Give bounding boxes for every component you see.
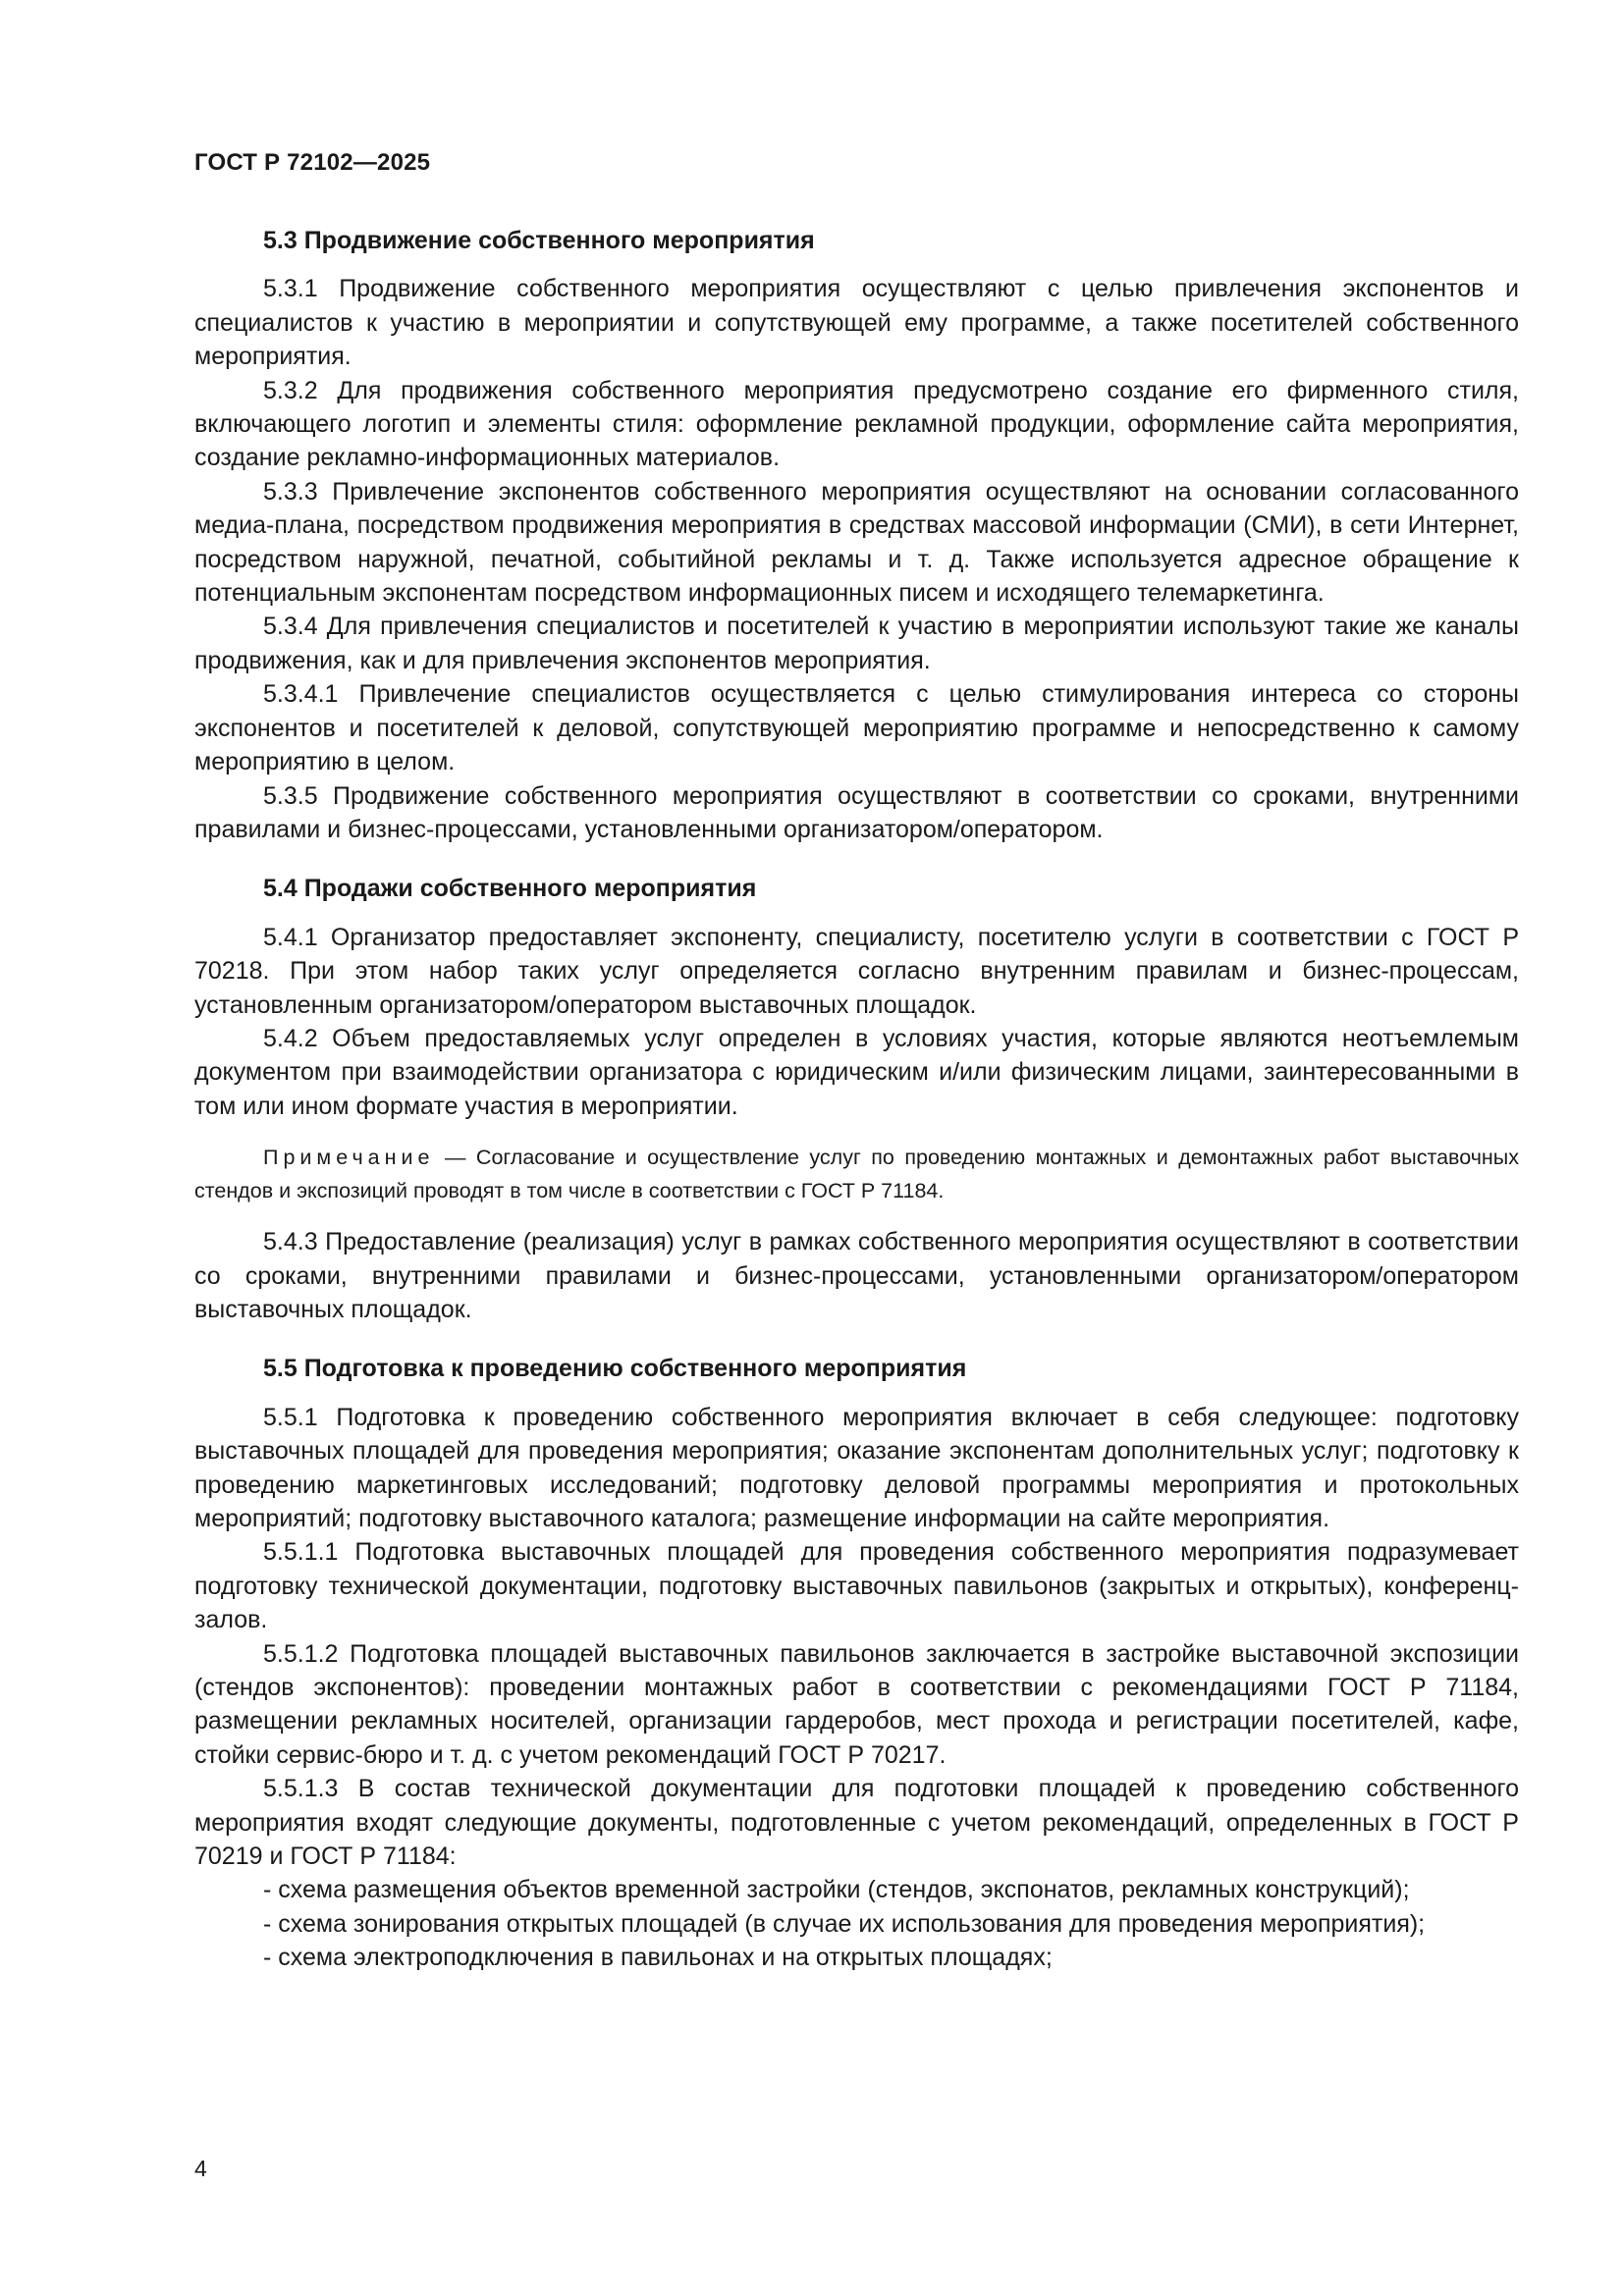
section-5-5-heading: 5.5 Подготовка к проведению собственного мероприятия xyxy=(263,1355,967,1383)
paragraph-5-3-3: 5.3.3 Привлечение экспонентов собственного мероприятия осуществляют на основании согласованного медиа-плана, посредством продвижения мероприятия в средствах массовой информации (СМИ), в сети Интернет, посредством наружной, печатной, событийной рекламы и т. д. Также используется адресное обращение к потенциальным экспонентам посредством информационных писем и исходящего телемаркетинга. xyxy=(194,477,1519,608)
paragraph-5-3-5: 5.3.5 Продвижение собственного мероприятия осуществляют в соответствии со сроками, внутренними правилами и бизнес-процессами, установленными организатором/оператором. xyxy=(194,781,1519,843)
list-item: - схема зонирования открытых площадей (в случае их использования для проведения мероприятия); xyxy=(263,1909,1426,1938)
paragraph-5-4-2: 5.4.2 Объем предоставляемых услуг определен в условиях участия, которые являются неотъемлемым документом при взаимодействии организатора с юридическим и/или физическим лицами, заинтересованными в том или ином формате участия в мероприятии. xyxy=(194,1024,1519,1120)
paragraph-5-4-3: 5.4.3 Предоставление (реализация) услуг в рамках собственного мероприятия осуществляют в соответствии со сроками, внутренними правилами и бизнес-процессами, установленными организатором/оператором выставочных площадок. xyxy=(194,1228,1519,1323)
section-5-4-heading: 5.4 Продажи собственного мероприятия xyxy=(263,875,757,903)
note xyxy=(194,1141,1519,1207)
paragraph-5-3-1: 5.3.1 Продвижение собственного мероприятия осуществляют с целью привлечения экспонентов и специалистов к участию в мероприятии и сопутствующей ему программе, а также посетителей собственного мероприятия. xyxy=(194,275,1519,371)
note-text: — Согласование и осуществление услуг по проведению монтажных и демонтажных работ выставочных стендов и экспозиций проводят в том числе в соответствии с ГОСТ Р 71184. xyxy=(194,1146,1519,1203)
paragraph-5-4-1: 5.4.1 Организатор предоставляет экспоненту, специалисту, посетителю услуги в соответствии с ГОСТ Р 70218. При этом набор таких услуг определяется согласно внутренним правилам и бизнес-процессам, установленным организатором/оператором выставочных площадок. xyxy=(194,923,1519,1019)
section-5-3-heading: 5.3 Продвижение собственного мероприятия xyxy=(263,227,815,254)
list-item: - схема размещения объектов временной застройки (стендов, экспонатов, рекламных конструкций); xyxy=(263,1876,1410,1904)
list-item: - схема электроподключения в павильонах и на открытых площадях; xyxy=(263,1944,1053,1972)
paragraph-5-5-1-1: 5.5.1.1 Подготовка выставочных площадей для проведения собственного мероприятия подразумевает подготовку технической документации, подготовку выставочных павильонов (закрытых и открытых), конференц-залов. xyxy=(194,1538,1519,1634)
paragraph-5-3-4-1: 5.3.4.1 Привлечение специалистов осуществляется с целью стимулирования интереса со стороны экспонентов и посетителей к деловой, сопутствующей мероприятию программе и непосредственно к самому мероприятию в целом. xyxy=(194,680,1519,776)
paragraph-5-3-4: 5.3.4 Для привлечения специалистов и посетителей к участию в мероприятии используют такие же каналы продвижения, как и для привлечения экспонентов мероприятия. xyxy=(194,613,1519,674)
paragraph-5-3-2: 5.3.2 Для продвижения собственного мероприятия предусмотрено создание его фирменного стиля, включающего логотип и элементы стиля: оформление рекламной продукции, оформление сайта мероприятия, создание рекламно-информационных материалов. xyxy=(194,376,1519,472)
note-label: Примечание xyxy=(263,1146,435,1170)
document-body xyxy=(194,224,1519,1975)
paragraph-5-5-1-2: 5.5.1.2 Подготовка площадей выставочных павильонов заключается в застройке выставочной экспозиции (стендов экспонентов): проведении монтажных работ в соответствии с рекомендациями ГОСТ Р 71184, размещении рекламных носителей, организации гардеробов, мест прохода и регистрации посетителей, кафе, стойки сервис-бюро и т. д. с учетом рекомендаций ГОСТ Р 70217. xyxy=(194,1639,1519,1769)
paragraph-5-5-1-3: 5.5.1.3 В состав технической документации для подготовки площадей к проведению собственного мероприятия входят следующие документы, подготовленные с учетом рекомендаций, определенных в ГОСТ Р 70219 и ГОСТ Р 71184: xyxy=(194,1775,1519,1871)
document-header: ГОСТ Р 72102—2025 xyxy=(194,149,431,176)
page-number: 4 xyxy=(194,2156,207,2181)
paragraph-5-5-1: 5.5.1 Подготовка к проведению собственного мероприятия включает в себя следующее: подготовку выставочных площадей для проведения мероприятия; оказание экспонентам дополнительных услуг; подготовку к проведению маркетинговых исследований; подготовку деловой программы мероприятия и протокольных мероприятий; подготовку выставочного каталога; размещение информации на сайте мероприятия. xyxy=(194,1403,1519,1532)
